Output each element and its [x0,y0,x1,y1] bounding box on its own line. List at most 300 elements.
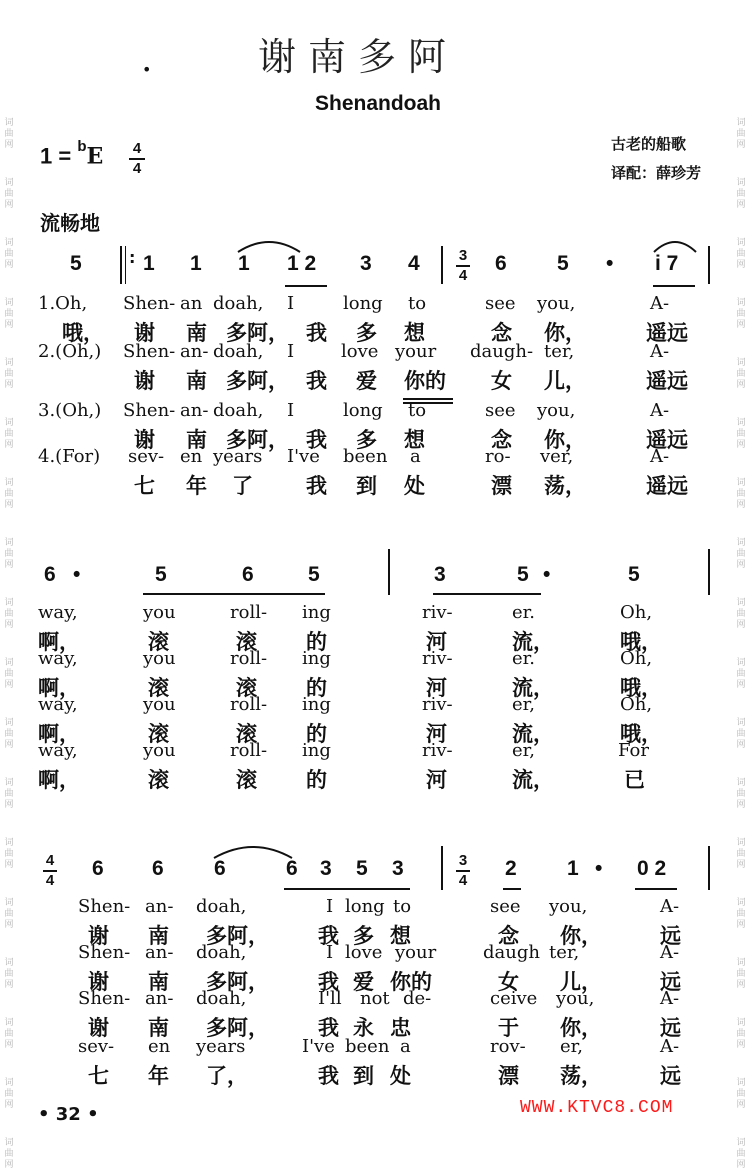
watermark-char: 词 [4,658,14,668]
beam-underline [503,888,521,890]
lyric-word-en: been [343,446,388,467]
lyric-word-zh: 漂 [491,474,512,498]
lyric-word-en: way, [38,602,78,623]
lyric-word-en: your [395,942,437,963]
lyric-word-en: A- [650,341,670,362]
lyric-word-zh: 滚 [148,630,169,654]
lyric-word-en: A- [650,293,670,314]
watermark-char: 词 [736,478,746,488]
beam-underline [433,593,541,595]
watermark-char: 词 [4,718,14,728]
lyric-word-zh: 你， [560,1016,602,1040]
lyric-word-en: A- [660,942,680,963]
watermark-char: 曲 [736,489,746,499]
lyric-word-zh: 河 [426,722,447,746]
watermark-strip-left [2,0,16,1170]
watermark-char: 词 [4,898,14,908]
lyric-word-en: Oh, [620,648,653,669]
lyric-word-en: I [287,341,295,362]
stray-dot: • [142,60,152,79]
lyric-word-en: 1.Oh, [38,293,88,314]
watermark-char: 词 [736,178,746,188]
watermark-char: 词 [4,358,14,368]
lyric-word-en: doah, [213,341,264,362]
time-signature-initial [129,141,145,177]
lyric-word-en: rov- [490,1036,526,1057]
watermark-char: 曲 [4,549,14,559]
watermark-char: 网 [736,620,746,630]
watermark-char: 词 [4,778,14,788]
lyric-word-zh: 你， [544,428,586,452]
watermark-char: 网 [4,800,14,810]
lyric-word-zh: 我 [306,474,327,498]
lyric-word-zh: 我 [306,428,327,452]
jianpu-note: 6 [242,563,254,586]
lyric-word-en: 4.(For) [38,446,101,467]
lyric-word-zh: 的 [306,630,327,654]
lyric-word-en: sev- [78,1036,115,1057]
watermark-char: 网 [736,680,746,690]
lyric-word-en: Shen- [123,341,176,362]
jianpu-note: 2 [505,857,517,880]
lyric-word-zh: 多阿， [226,428,289,452]
lyric-word-en: doah, [196,988,247,1009]
jianpu-note: 0 2 [637,857,667,880]
lyric-word-en: A- [660,896,680,917]
watermark-char: 曲 [4,669,14,679]
jianpu-note: 1 2 [287,252,317,275]
watermark-char: 词 [736,598,746,608]
lyric-word-zh: 你， [560,924,602,948]
lyric-word-en: Shen- [78,988,131,1009]
lyric-word-zh: 已 [624,768,645,792]
lyric-word-en: er. [512,648,536,669]
jianpu-note: • [543,563,551,586]
time-signature-bottom: 4 [458,872,468,889]
lyric-word-en: er, [512,740,536,761]
jianpu-note: 1 [190,252,202,275]
lyric-word-en: long [343,293,383,314]
lyric-word-zh: 谢 [88,924,109,948]
lyric-word-en: I [326,896,334,917]
lyric-word-zh: 我 [306,321,327,345]
repeat-barline-thin [125,246,126,284]
lyric-word-en: I [326,942,334,963]
jianpu-note: 6 [92,857,104,880]
jianpu-note: 6 [44,563,56,586]
watermark-char: 词 [4,418,14,428]
watermark-char: 网 [736,980,746,990]
watermark-char: 网 [4,860,14,870]
watermark-char: 网 [4,740,14,750]
watermark-char: 网 [736,440,746,450]
watermark-char: 曲 [736,1089,746,1099]
watermark-char: 词 [4,1018,14,1028]
lyric-word-en: not [360,988,390,1009]
watermark-char: 曲 [736,369,746,379]
lyric-word-en: en [180,446,203,467]
watermark-char: 网 [4,200,14,210]
lyric-word-zh: 了 [232,474,253,498]
barline [388,549,390,595]
song-translator: 译配：薛珍芳 [611,164,702,182]
watermark-char: 曲 [4,849,14,859]
watermark-char: 曲 [736,249,746,259]
lyric-word-en: you [143,648,176,669]
lyric-word-en: years [213,446,263,467]
watermark-char: 词 [736,238,746,248]
lyric-word-zh: 七 [134,474,155,498]
watermark-char: 词 [736,898,746,908]
watermark-char: 网 [4,1100,14,1110]
lyric-word-zh: 到 [356,474,377,498]
lyric-word-en: A- [660,1036,680,1057]
lyric-word-zh: 漂 [498,1064,519,1088]
time-signature-top: 4 [45,852,55,869]
time-signature-bottom: 4 [45,872,55,889]
jianpu-note: 5 [557,252,569,275]
watermark-char: 曲 [4,1149,14,1159]
watermark-char: 网 [736,500,746,510]
lyric-word-zh: 女 [498,970,519,994]
watermark-char: 网 [736,140,746,150]
lyric-word-zh: 啊， [38,768,80,792]
beam-underline [653,285,695,287]
lyric-word-en: to [408,293,427,314]
lyric-word-zh: 想 [404,428,425,452]
barline [708,246,710,284]
watermark-char: 网 [4,320,14,330]
time-signature-bottom: 4 [458,267,468,284]
lyric-word-en: an- [145,896,174,917]
jianpu-note: 5 [70,252,82,275]
lyric-word-en: ter, [549,942,580,963]
lyric-word-en: see [490,896,521,917]
lyric-word-en: ing [302,694,331,715]
lyric-word-zh: 我 [318,1016,339,1040]
watermark-char: 曲 [736,789,746,799]
repeat-dots: : [129,248,136,267]
barline [708,846,710,890]
watermark-char: 曲 [4,909,14,919]
lyric-word-en: an [180,293,203,314]
watermark-char: 曲 [736,1149,746,1159]
lyric-word-zh: 滚 [148,768,169,792]
lyric-word-en: sev- [128,446,165,467]
watermark-char: 网 [4,440,14,450]
lyric-word-en: 3.(Oh,) [38,400,102,421]
lyric-word-en: an- [145,942,174,963]
lyric-word-en: you, [537,400,576,421]
lyric-word-en: a [410,446,421,467]
watermark-char: 网 [736,200,746,210]
lyric-word-zh: 荡， [560,1064,602,1088]
watermark-char: 曲 [4,369,14,379]
lyric-word-en: you, [549,896,588,917]
lyric-word-zh: 荡， [544,474,586,498]
lyric-word-zh: 你， [544,321,586,345]
lyric-word-zh: 我 [318,924,339,948]
lyric-word-zh: 多阿， [206,1016,269,1040]
lyric-word-zh: 谢 [134,369,155,393]
lyric-word-en: see [485,293,516,314]
lyric-word-zh: 多阿， [206,924,269,948]
lyric-word-en: way, [38,740,78,761]
song-origin: 古老的船歌 [611,135,687,153]
time-signature-change-system3 [456,853,470,889]
jianpu-note: 1 [143,252,155,275]
jianpu-note: • [73,563,81,586]
lyric-word-zh: 的 [306,768,327,792]
watermark-char: 词 [736,1138,746,1148]
key-prefix: 1 = [40,143,72,169]
watermark-char: 网 [4,500,14,510]
lyric-word-en: you [143,740,176,761]
watermark-char: 词 [736,778,746,788]
lyric-word-zh: 遥远 [646,369,688,393]
lyric-word-zh: 我 [306,369,327,393]
lyric-word-zh: 女 [491,369,512,393]
lyric-word-zh: 谢 [134,321,155,345]
lyric-word-zh: 想 [390,924,411,948]
beam-underline [285,285,327,287]
lyric-word-zh: 流， [512,630,554,654]
lyric-word-zh: 到 [353,1064,374,1088]
lyric-word-en: been [345,1036,390,1057]
watermark-char: 词 [4,478,14,488]
lyric-word-zh: 爱 [353,970,374,994]
jianpu-note: 5 [308,563,320,586]
song-subtitle: Shenandoah [315,92,442,115]
lyric-word-zh: 年 [186,474,207,498]
lyric-word-en: ro- [485,446,511,467]
lyric-word-zh: 处 [404,474,425,498]
lyric-word-zh: 南 [186,369,207,393]
lyric-word-en: you, [537,293,576,314]
lyric-word-zh: 你的 [390,970,432,994]
jianpu-note: 5 [155,563,167,586]
lyric-word-en: ceive [490,988,538,1009]
lyric-word-en: you [143,602,176,623]
tempo-marking: 流畅地 [40,211,100,235]
lyric-word-zh: 流， [512,768,554,792]
lyric-word-zh: 滚 [236,722,257,746]
watermark-char: 曲 [4,969,14,979]
lyric-word-en: long [343,400,383,421]
lyric-word-zh: 哦， [620,722,662,746]
watermark-char: 词 [4,598,14,608]
time-signature-top: 3 [458,247,468,264]
lyric-word-zh: 南 [148,924,169,948]
lyric-word-zh: 处 [390,1064,411,1088]
lyric-word-en: a [400,1036,411,1057]
watermark-char: 网 [736,860,746,870]
lyric-word-en: I [287,293,295,314]
watermark-char: 词 [736,658,746,668]
lyric-word-en: love [341,341,379,362]
lyric-word-zh: 儿， [560,970,602,994]
lyric-word-en: an- [180,400,209,421]
watermark-char: 网 [736,1100,746,1110]
lyric-word-en: doah, [196,942,247,963]
lyric-word-en: you [143,694,176,715]
watermark-char: 词 [736,1078,746,1088]
page-number: • 32 • [38,1104,99,1125]
watermark-char: 词 [4,1138,14,1148]
jianpu-note: 6 [495,252,507,275]
jianpu-note: 6 [286,857,298,880]
lyric-word-zh: 的 [306,722,327,746]
jianpu-note: 1 [567,857,579,880]
lyric-word-en: ter, [544,341,575,362]
lyric-word-en: roll- [230,648,268,669]
time-signature-bottom: 4 [132,160,142,177]
key-note: E [86,143,104,170]
watermark-char: 词 [736,538,746,548]
lyric-word-en: years [196,1036,246,1057]
lyric-word-en: you, [556,988,595,1009]
lyric-word-zh: 谢 [88,970,109,994]
lyric-word-zh: 远 [660,1016,681,1040]
lyric-word-zh: 你的 [404,369,446,393]
lyric-word-zh: 忠 [390,1016,411,1040]
time-signature-top: 3 [458,852,468,869]
watermark-char: 网 [4,680,14,690]
jianpu-note: 3 [434,563,446,586]
watermark-char: 网 [4,260,14,270]
lyric-word-en: A- [650,446,670,467]
watermark-char: 词 [4,238,14,248]
watermark-char: 词 [736,418,746,428]
watermark-char: 网 [4,380,14,390]
watermark-char: 网 [736,380,746,390]
lyric-word-en: A- [650,400,670,421]
lyric-word-zh: 流， [512,676,554,700]
watermark-char: 曲 [736,729,746,739]
watermark-char: 曲 [736,609,746,619]
watermark-char: 曲 [736,969,746,979]
watermark-char: 网 [4,920,14,930]
lyric-word-zh: 南 [148,1016,169,1040]
watermark-char: 曲 [4,729,14,739]
lyric-word-en: long [345,896,385,917]
lyric-word-zh: 遥远 [646,321,688,345]
lyric-word-zh: 了， [206,1064,248,1088]
lyric-word-en: daugh- [470,341,534,362]
jianpu-note: 1 [238,252,250,275]
lyric-word-zh: 河 [426,630,447,654]
lyric-word-en: love [345,942,383,963]
lyric-word-zh: 儿， [544,369,586,393]
lyric-word-en: riv- [422,602,453,623]
barline [441,246,443,284]
time-signature-change [456,248,470,284]
lyric-word-zh: 河 [426,768,447,792]
lyric-word-en: Shen- [123,400,176,421]
lyric-word-en: daugh [483,942,540,963]
lyric-word-zh: 滚 [236,768,257,792]
lyric-word-en: 2.(Oh,) [38,341,102,362]
lyric-word-en: riv- [422,694,453,715]
watermark-char: 网 [4,1160,14,1170]
lyric-word-en: way, [38,648,78,669]
lyric-word-en: er, [512,694,536,715]
watermark-char: 网 [4,980,14,990]
watermark-char: 网 [736,740,746,750]
watermark-char: 网 [736,1040,746,1050]
watermark-char: 网 [736,260,746,270]
lyric-word-en: Shen- [78,896,131,917]
beam-underline [284,888,410,890]
lyric-word-en: Shen- [78,942,131,963]
jianpu-note: 3 [360,252,372,275]
watermark-char: 词 [736,718,746,728]
lyric-word-en: ing [302,648,331,669]
lyric-word-en: en [148,1036,171,1057]
lyric-word-en: roll- [230,740,268,761]
lyric-word-zh: 啊， [38,630,80,654]
lyric-word-zh: 南 [186,321,207,345]
lyric-word-zh: 多 [353,924,374,948]
lyric-word-en: I [287,400,295,421]
watermark-char: 曲 [4,189,14,199]
watermark-char: 网 [4,560,14,570]
lyric-word-zh: 多阿， [226,321,289,345]
lyric-word-en: roll- [230,694,268,715]
lyric-word-en: Oh, [620,694,653,715]
jianpu-note: 6 [214,857,226,880]
beam-underline [143,593,325,595]
watermark-char: 网 [4,1040,14,1050]
lyric-word-zh: 念 [491,428,512,452]
watermark-char: 网 [736,920,746,930]
lyric-word-zh: 年 [148,1064,169,1088]
lyric-word-zh: 滚 [236,676,257,700]
lyric-word-en: see [485,400,516,421]
lyric-word-zh: 遥远 [646,474,688,498]
lyric-word-en: Oh, [620,602,653,623]
watermark-char: 词 [736,358,746,368]
watermark-char: 曲 [4,1029,14,1039]
lyric-word-zh: 多 [356,428,377,452]
jianpu-note: 5 [517,563,529,586]
lyric-word-zh: 流， [512,722,554,746]
lyric-word-zh: 河 [426,676,447,700]
watermark-char: 网 [4,140,14,150]
watermark-char: 曲 [4,1089,14,1099]
watermark-strip-right [734,0,748,1170]
flat-symbol: b [77,138,87,155]
lyric-word-en: I'll [318,988,342,1009]
lyric-word-zh: 哦， [620,676,662,700]
lyric-word-en: ing [302,740,331,761]
lyric-word-en: For [618,740,649,761]
lyric-word-zh: 多阿， [226,369,289,393]
lyric-word-en: to [393,896,412,917]
watermark-char: 词 [4,958,14,968]
lyric-word-en: roll- [230,602,268,623]
lyric-word-zh: 哦， [620,630,662,654]
lyric-word-en: riv- [422,740,453,761]
watermark-char: 曲 [4,429,14,439]
lyric-word-zh: 多 [356,321,377,345]
lyric-word-zh: 滚 [148,722,169,746]
watermark-char: 词 [736,1018,746,1028]
lyric-word-zh: 我 [318,1064,339,1088]
jianpu-note: 4 [408,252,420,275]
lyric-word-zh: 于 [498,1016,519,1040]
barline [708,549,710,595]
